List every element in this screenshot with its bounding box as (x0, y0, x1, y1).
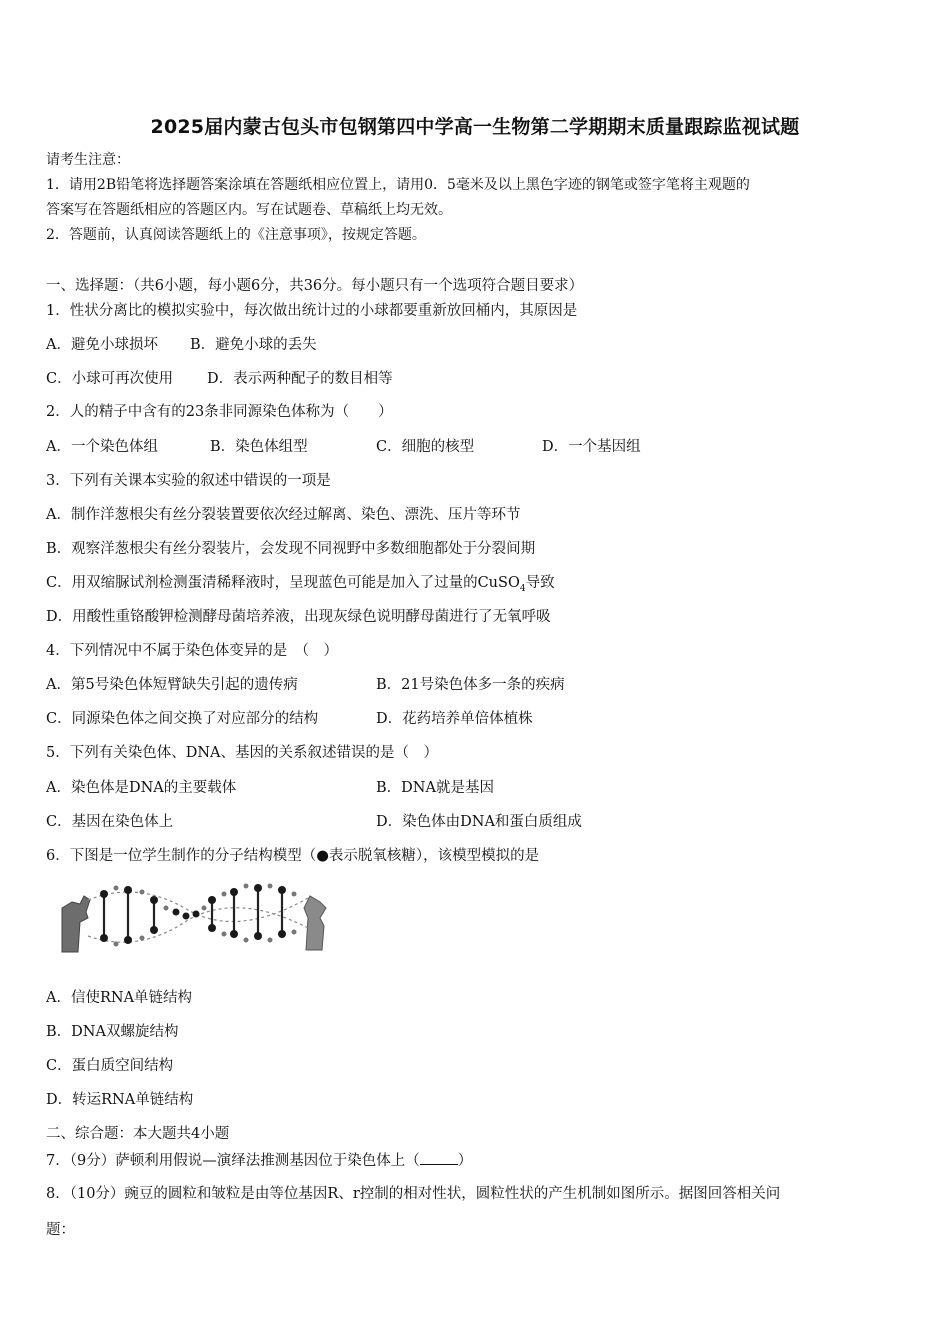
notice-item-1-line-1: 1．请用2B铅笔将选择题答案涂填在答题纸相应位置上，请用0．5毫米及以上黑色字迹的钢笔或签字笔将主观题的 (46, 177, 750, 193)
q3-option-a: A．制作洋葱根尖有丝分裂装置要依次经过解离、染色、漂洗、压片等环节 (46, 507, 521, 523)
q3-option-c-subscript: 4 (519, 583, 526, 594)
q4-option-a: A．第5号染色体短臂缺失引起的遗传病 (46, 677, 298, 693)
q7-stem-text: 7．（9分）萨顿利用假说—演绎法推测基因位于染色体上（ (46, 1153, 420, 1169)
q7-stem-close: ） (457, 1153, 473, 1169)
q6-stem: 6．下图是一位学生制作的分子结构模型（●表示脱氧核糖），该模型模拟的是 (46, 848, 540, 864)
q6-option-c: C．蛋白质空间结构 (46, 1058, 174, 1074)
notice-heading: 请考生注意： (46, 152, 130, 168)
q1-option-c: C．小球可再次使用 (46, 371, 174, 387)
q5-option-a: A．染色体是DNA的主要载体 (46, 780, 237, 796)
q5-option-d: D．染色体由DNA和蛋白质组成 (376, 814, 582, 830)
notice-item-2: 2．答题前，认真阅读答题纸上的《注意事项》，按规定答题。 (46, 227, 426, 243)
q1-option-d: D．表示两种配子的数目相等 (207, 371, 393, 387)
q2-option-a: A．一个染色体组 (46, 439, 158, 455)
section-1-heading: 一、选择题：（共6小题，每小题6分，共36分。每小题只有一个选项符合题目要求） (46, 278, 584, 294)
molecule-model-figure (58, 878, 328, 958)
q7-stem (46, 1150, 472, 1171)
q6-option-a: A．信使RNA单链结构 (46, 990, 193, 1006)
q4-stem: 4．下列情况中不属于染色体变异的是 （ ） (46, 643, 338, 659)
q5-option-c: C．基因在染色体上 (46, 814, 174, 830)
q2-option-b: B．染色体组型 (210, 439, 308, 455)
q6-option-d: D．转运RNA单链结构 (46, 1092, 194, 1108)
q2-option-c: C．细胞的核型 (376, 439, 475, 455)
notice-item-1-line-2: 答案写在答题纸相应的答题区内。写在试题卷、草稿纸上均无效。 (46, 202, 452, 218)
notice-block (46, 148, 906, 248)
q6-option-b: B．DNA双螺旋结构 (46, 1024, 179, 1040)
q3-option-b: B．观察洋葱根尖有丝分裂装片，会发现不同视野中多数细胞都处于分裂间期 (46, 541, 536, 557)
q8-stem-line-1: 8．（10分）豌豆的圆粒和皱粒是由等位基因R、r控制的相对性状，圆粒性状的产生机制如图所示。据图回答相关问 (46, 1186, 781, 1202)
q3-stem: 3．下列有关课本实验的叙述中错误的一项是 (46, 473, 331, 489)
q3-option-c-text: C．用双缩脲试剂检测蛋清稀释液时，呈现蓝色可能是加入了过量的CuSO (46, 575, 520, 591)
q1-option-a: A．避免小球损坏 (46, 337, 158, 353)
q1-option-b: B．避免小球的丢失 (190, 337, 317, 353)
exam-title: 2025届内蒙古包头市包钢第四中学高一生物第二学期期末质量跟踪监视试题 (150, 116, 800, 138)
q5-option-b: B．DNA就是基因 (376, 780, 494, 796)
q4-option-c: C．同源染色体之间交换了对应部分的结构 (46, 711, 319, 727)
q8-stem-line-2: 题： (46, 1222, 75, 1238)
q3-option-c-tail: 导致 (525, 575, 555, 591)
q2-option-d: D．一个基因组 (542, 439, 641, 455)
q4-option-d: D．花药培养单倍体植株 (376, 711, 533, 727)
q1-stem: 1．性状分离比的模拟实验中，每次做出统计过的小球都要重新放回桶内，其原因是 (46, 303, 578, 319)
q5-stem: 5．下列有关染色体、DNA、基因的关系叙述错误的是（ ） (46, 745, 439, 761)
q3-option-c (46, 573, 555, 599)
q3-option-d: D．用酸性重铬酸钾检测酵母菌培养液，出现灰绿色说明酵母菌进行了无氧呼吸 (46, 609, 551, 625)
q2-stem: 2．人的精子中含有的23条非同源染色体称为（ ） (46, 404, 393, 420)
q7-answer-blank[interactable] (420, 1150, 458, 1165)
q4-option-b: B．21号染色体多一条的疾病 (376, 677, 565, 693)
section-2-heading: 二、综合题：本大题共4小题 (46, 1126, 230, 1142)
